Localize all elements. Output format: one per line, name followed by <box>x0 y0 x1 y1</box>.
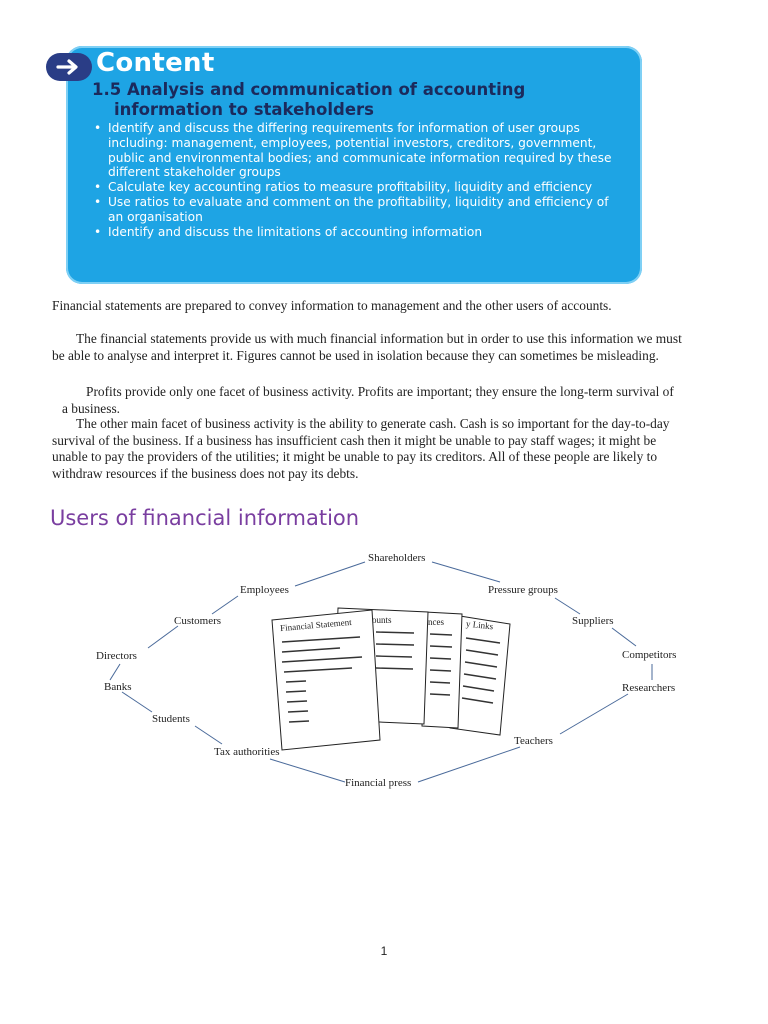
node-financial-press: Financial press <box>345 777 412 789</box>
objective-item: • Use ratios to evaluate and comment on the profitability, liquidity and efficiency of an organisation <box>92 195 622 225</box>
node-pressure-groups: Pressure groups <box>488 584 558 596</box>
users-diagram <box>0 540 768 800</box>
doc-links-label: y Links <box>465 618 494 632</box>
node-directors: Directors <box>96 650 137 662</box>
node-suppliers: Suppliers <box>572 615 614 627</box>
node-students: Students <box>152 713 190 725</box>
node-customers: Customers <box>174 615 222 627</box>
paragraph-3: Profits provide only one facet of business activity. Profits are important; they ensure the long-term survival of a business. <box>62 384 674 416</box>
documents-illustration <box>0 540 768 800</box>
section-heading-line1: 1.5 Analysis and communication of accounting <box>92 80 526 99</box>
doc-financial-statement-label: Financial Statement <box>279 616 353 634</box>
objective-item: • Identify and discuss the differing requirements for information of user groups including: management, employees, potential investors, creditors, government, public and environmental bodies; and communicate information required by these different stakeholder groups <box>92 121 622 180</box>
objectives-list <box>92 121 622 239</box>
paragraph-1: Financial statements are prepared to convey information to management and the other users of accounts. <box>52 298 612 313</box>
users-heading: Users of financial information <box>50 506 360 530</box>
objective-item: • Identify and discuss the limitations of accounting information <box>92 225 622 240</box>
node-competitors: Competitors <box>622 649 677 661</box>
content-title: Content <box>96 48 215 78</box>
node-teachers: Teachers <box>514 735 553 747</box>
node-banks: Banks <box>104 681 132 693</box>
right-arrow-icon <box>55 58 83 76</box>
node-shareholders: Shareholders <box>368 552 426 564</box>
node-researchers: Researchers <box>622 682 676 694</box>
page-number: 1 <box>380 944 388 958</box>
paragraph-2: The financial statements provide us with much financial information but in order to use this information we must be able to analyse and interpret it. Figures cannot be used in isolation because they can sometimes be misleading. <box>52 331 682 363</box>
doc-finances-label: nces <box>428 617 444 627</box>
objective-item: • Calculate key accounting ratios to measure profitability, liquidity and efficiency <box>92 180 622 195</box>
node-employees: Employees <box>240 584 289 596</box>
paragraph-4: The other main facet of business activity is the ability to generate cash. Cash is so important for the day-to-day survival of the business. If a business has insufficient cash then it might be unable to pay staff wages; it might be unable to pay the providers of the utilities; it might be unable to pay its creditors. All of these people are likely to withdraw resources if the business does not pay its debts. <box>52 416 670 481</box>
section-heading <box>92 80 612 120</box>
node-tax-authorities: Tax authorities <box>214 746 280 758</box>
section-heading-line2: information to stakeholders <box>114 100 374 119</box>
doc-accounts-label: ounts <box>372 615 392 625</box>
content-badge <box>46 53 92 81</box>
